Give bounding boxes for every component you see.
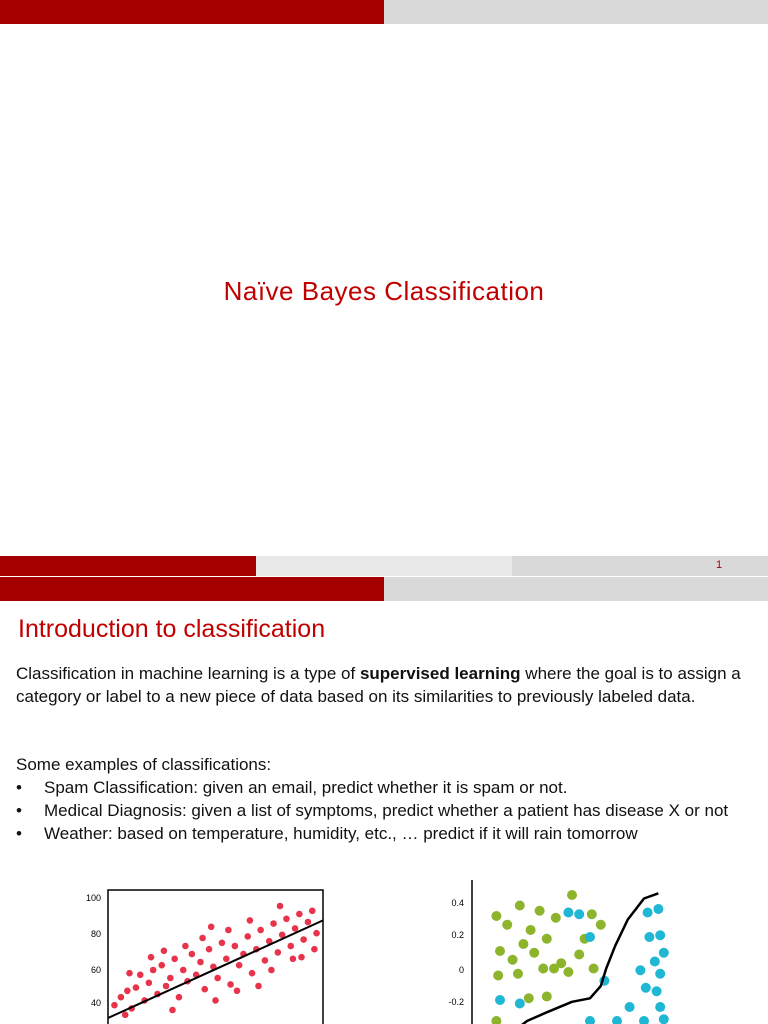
green-data-point bbox=[502, 920, 512, 930]
data-point bbox=[167, 975, 174, 982]
data-point bbox=[122, 1012, 129, 1019]
header-gray-bar-2 bbox=[384, 577, 768, 601]
green-data-point bbox=[515, 901, 525, 911]
data-point bbox=[219, 940, 226, 947]
footer-light-bar bbox=[256, 556, 512, 576]
data-point bbox=[163, 983, 170, 990]
data-point bbox=[146, 980, 153, 987]
examples-heading: Some examples of classifications: bbox=[16, 755, 272, 774]
green-data-point bbox=[549, 964, 559, 974]
green-data-point bbox=[526, 925, 536, 935]
header-accent-bar-2 bbox=[0, 577, 384, 601]
cyan-data-point bbox=[574, 909, 584, 919]
data-point bbox=[262, 957, 269, 964]
y-tick-label: 60 bbox=[90, 965, 101, 975]
data-point bbox=[290, 956, 297, 963]
green-data-point bbox=[508, 955, 518, 965]
data-point bbox=[148, 954, 155, 961]
footer-accent-bar bbox=[0, 556, 256, 576]
cyan-data-point bbox=[635, 965, 645, 975]
data-point bbox=[300, 936, 307, 943]
data-point bbox=[201, 986, 208, 993]
cyan-data-point bbox=[639, 1016, 649, 1024]
data-point bbox=[212, 997, 219, 1004]
cyan-data-point bbox=[653, 904, 663, 914]
intro-text-before: Classification in machine learning is a type of bbox=[16, 664, 360, 683]
data-point bbox=[270, 920, 277, 927]
data-point bbox=[158, 962, 165, 969]
data-point bbox=[244, 933, 251, 940]
green-data-point bbox=[589, 964, 599, 974]
cyan-data-point bbox=[655, 930, 665, 940]
cyan-data-point bbox=[585, 1016, 595, 1024]
data-point bbox=[133, 984, 140, 991]
data-point bbox=[292, 925, 299, 932]
data-point bbox=[208, 924, 215, 931]
data-point bbox=[214, 975, 221, 982]
data-point bbox=[275, 949, 282, 956]
list-item-text: Spam Classification: given an email, predict whether it is spam or not. bbox=[44, 778, 568, 797]
slide-2-title: Introduction to classification bbox=[18, 615, 326, 643]
cyan-data-point bbox=[644, 932, 654, 942]
examples-list bbox=[16, 776, 766, 845]
data-point bbox=[313, 930, 320, 937]
green-data-point bbox=[491, 1016, 501, 1024]
data-point bbox=[161, 948, 168, 955]
y-tick-label: 100 bbox=[85, 893, 101, 903]
cyan-data-point bbox=[563, 908, 573, 918]
green-data-point bbox=[542, 992, 552, 1002]
data-point bbox=[268, 967, 275, 974]
green-data-point bbox=[491, 911, 501, 921]
data-point bbox=[287, 943, 294, 950]
data-point bbox=[126, 970, 133, 977]
cyan-data-point bbox=[585, 932, 595, 942]
data-point bbox=[223, 956, 230, 963]
bullet-glyph: • bbox=[16, 778, 22, 797]
intro-bold-term: supervised learning bbox=[359, 664, 521, 683]
data-point bbox=[118, 994, 125, 1001]
intro-text-after: where the goal is to assign a category or label to a new piece of data based on its similarities to previously labeled data. bbox=[16, 664, 741, 706]
green-data-point bbox=[535, 906, 545, 916]
y-tick-label: 0 bbox=[458, 965, 464, 975]
list-item bbox=[16, 822, 766, 845]
data-point bbox=[171, 956, 178, 963]
green-data-point bbox=[529, 948, 539, 958]
bullet-glyph: • bbox=[16, 824, 22, 843]
green-data-point bbox=[495, 946, 505, 956]
cyan-data-point bbox=[515, 999, 525, 1009]
data-point bbox=[124, 988, 131, 995]
cyan-data-point bbox=[612, 1016, 622, 1024]
bullet-glyph: • bbox=[16, 801, 22, 820]
green-data-point bbox=[587, 909, 597, 919]
data-point bbox=[150, 967, 157, 974]
data-point bbox=[296, 911, 303, 918]
data-point bbox=[247, 917, 254, 924]
data-point bbox=[189, 951, 196, 958]
green-data-point bbox=[551, 913, 561, 923]
data-point bbox=[227, 981, 234, 988]
cyan-data-point bbox=[652, 986, 662, 996]
list-item bbox=[16, 799, 766, 822]
green-data-point bbox=[542, 934, 552, 944]
cyan-data-point bbox=[643, 908, 653, 918]
data-point bbox=[255, 983, 262, 990]
list-item-text: Medical Diagnosis: given a list of symptoms, predict whether a patient has disease X or not bbox=[44, 801, 729, 820]
green-data-point bbox=[596, 920, 606, 930]
green-data-point bbox=[513, 969, 523, 979]
cyan-data-point bbox=[659, 948, 669, 958]
y-tick-label: -0.2 bbox=[448, 997, 464, 1007]
data-point bbox=[257, 927, 264, 934]
cyan-data-point bbox=[625, 1002, 635, 1012]
data-point bbox=[249, 970, 256, 977]
y-tick-label: 0.4 bbox=[451, 898, 464, 908]
page-number: 1 bbox=[716, 559, 723, 571]
header-gray-bar bbox=[384, 0, 768, 24]
data-point bbox=[311, 946, 318, 953]
data-point bbox=[234, 988, 241, 995]
cyan-data-point bbox=[659, 1014, 669, 1024]
y-tick-label: 80 bbox=[90, 929, 101, 939]
slide-title: Naïve Bayes Classification bbox=[223, 276, 545, 306]
green-data-point bbox=[518, 939, 528, 949]
list-item-text: Weather: based on temperature, humidity, etc., … predict if it will rain tomorrow bbox=[44, 824, 638, 843]
cyan-data-point bbox=[655, 969, 665, 979]
data-point bbox=[232, 943, 239, 950]
green-data-point bbox=[567, 890, 577, 900]
header-accent-bar bbox=[0, 0, 384, 24]
footer-gray-bar bbox=[512, 556, 768, 576]
data-point bbox=[111, 1002, 118, 1009]
data-point bbox=[277, 903, 284, 910]
data-point bbox=[206, 946, 213, 953]
data-point bbox=[298, 954, 305, 961]
green-data-point bbox=[524, 993, 534, 1003]
green-data-point bbox=[538, 964, 548, 974]
y-tick-label: 0.2 bbox=[451, 930, 464, 940]
data-point bbox=[137, 972, 144, 979]
green-data-point bbox=[563, 967, 573, 977]
data-point bbox=[225, 927, 232, 934]
data-point bbox=[176, 994, 183, 1001]
y-tick-label: 40 bbox=[90, 998, 101, 1008]
cyan-data-point bbox=[495, 995, 505, 1005]
data-point bbox=[182, 943, 189, 950]
data-point bbox=[283, 916, 290, 923]
cyan-data-point bbox=[641, 983, 651, 993]
data-point bbox=[305, 919, 312, 926]
data-point bbox=[309, 908, 316, 915]
cyan-data-point bbox=[650, 957, 660, 967]
intro-paragraph bbox=[16, 662, 761, 708]
classification-scatter-chart bbox=[440, 880, 680, 1024]
data-point bbox=[199, 935, 206, 942]
data-point bbox=[180, 967, 187, 974]
data-point bbox=[236, 962, 243, 969]
regression-scatter-chart bbox=[70, 884, 332, 1024]
green-data-point bbox=[493, 971, 503, 981]
green-data-point bbox=[574, 950, 584, 960]
cyan-data-point bbox=[655, 1002, 665, 1012]
data-point bbox=[197, 959, 204, 966]
data-point bbox=[169, 1007, 176, 1014]
list-item bbox=[16, 776, 766, 799]
